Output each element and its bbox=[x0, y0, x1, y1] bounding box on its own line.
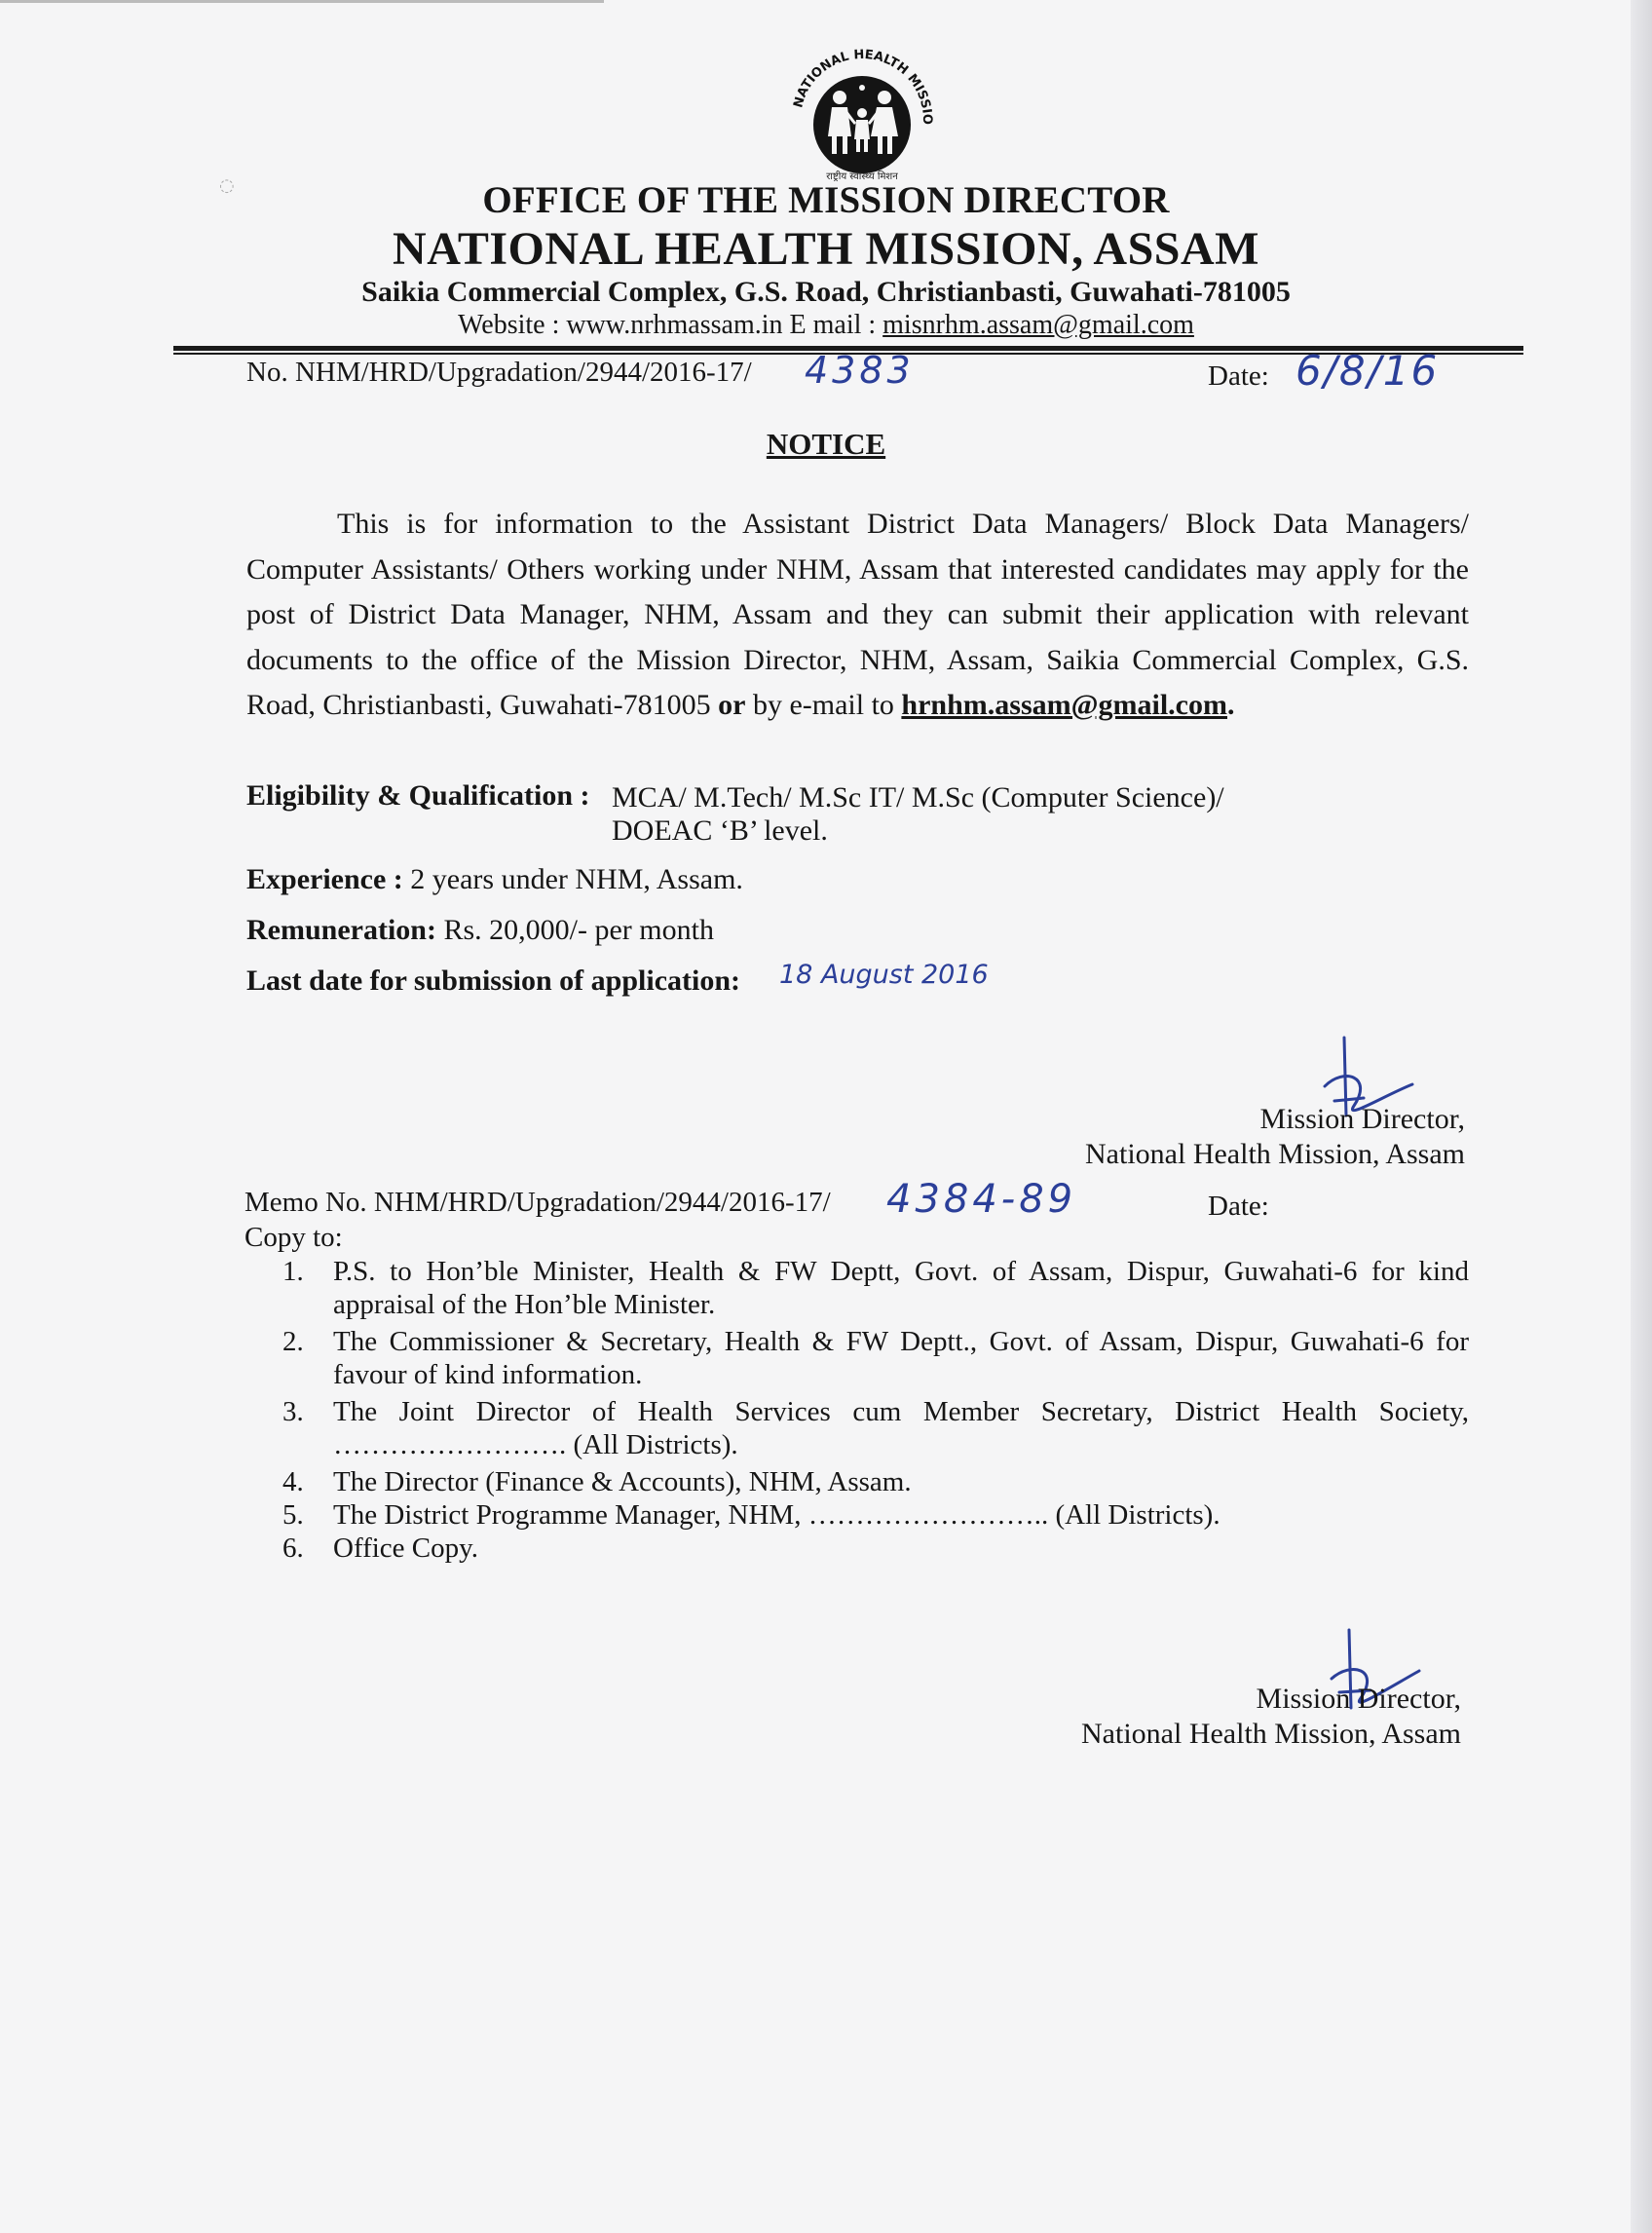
remuneration-value: Rs. 20,000/- per month bbox=[435, 914, 714, 946]
logo-hindi-text: राष्ट्रीय स्वास्थ्य मिशन bbox=[826, 171, 898, 182]
signature1-org: National Health Mission, Assam bbox=[1085, 1138, 1465, 1170]
list-item-text: The District Programme Manager, NHM, …………………….. (All Districts). bbox=[333, 1499, 1220, 1531]
notice-body bbox=[246, 502, 1469, 729]
remuneration-row bbox=[246, 914, 714, 947]
list-item-text: Office Copy. bbox=[333, 1533, 478, 1564]
org-heading: NATIONAL HEALTH MISSION, ASSAM bbox=[393, 223, 1259, 275]
list-item-number: 4. bbox=[282, 1466, 304, 1497]
list-item bbox=[282, 1395, 1469, 1461]
logo-ring-text: NATIONAL HEALTH MISSIO bbox=[791, 47, 935, 125]
signature1-title: Mission Director, bbox=[1259, 1103, 1465, 1135]
notice-body-text: This is for information to the Assistant District Data Managers/ Block Data Managers/ Computer Assistants/ Others working under NHM, Assam that interested candidates may apply for the post of District Data Manager, NHM, Assam and they can submit their application with relevant documents to the office of the Mission Director, NHM, Assam, Saikia Commercial Complex, G.S. Road, Christianbasti, Guwahati-781005 bbox=[246, 508, 1469, 721]
list-item bbox=[282, 1498, 1469, 1532]
scan-mark: ◌ bbox=[219, 175, 235, 196]
scan-edge-line bbox=[0, 0, 604, 3]
list-item-text: The Commissioner & Secretary, Health & FW Deptt., Govt. of Assam, Dispur, Guwahati-6 for favour of kind information. bbox=[333, 1326, 1469, 1390]
signature2-org: National Health Mission, Assam bbox=[1081, 1718, 1461, 1750]
memo-number: Memo No. NHM/HRD/Upgradation/2944/2016-17/ bbox=[244, 1187, 831, 1218]
list-item-number: 2. bbox=[282, 1326, 304, 1357]
list-item-number: 5. bbox=[282, 1499, 304, 1531]
last-date-row bbox=[246, 965, 740, 998]
header-email-link[interactable]: misnrhm.assam@gmail.com bbox=[882, 310, 1194, 340]
notice-title: NOTICE bbox=[766, 427, 886, 461]
list-item bbox=[282, 1532, 1469, 1565]
signature2-title: Mission Director, bbox=[1256, 1683, 1461, 1715]
address-line: Saikia Commercial Complex, G.S. Road, Christianbasti, Guwahati-781005 bbox=[361, 276, 1291, 308]
date-label: Date: bbox=[1208, 360, 1269, 392]
list-item bbox=[282, 1465, 1469, 1498]
eligibility-value-line1: MCA/ M.Tech/ M.Sc IT/ M.Sc (Computer Science)/ bbox=[612, 781, 1224, 814]
list-item bbox=[282, 1325, 1469, 1391]
list-item-number: 3. bbox=[282, 1396, 304, 1427]
copy-to-label: Copy to: bbox=[244, 1222, 343, 1253]
list-item bbox=[282, 1255, 1469, 1321]
list-item-text: The Joint Director of Health Services cum Member Secretary, District Health Society, ……………………. (All Districts). bbox=[333, 1396, 1469, 1460]
contact-line bbox=[0, 310, 1652, 341]
nhm-logo bbox=[770, 27, 955, 183]
memo-date-label: Date: bbox=[1208, 1191, 1269, 1222]
list-item-text: P.S. to Hon’ble Minister, Health & FW Deptt, Govt. of Assam, Dispur, Guwahati-6 for kind appraisal of the Hon’ble Minister. bbox=[333, 1256, 1469, 1320]
office-heading: OFFICE OF THE MISSION DIRECTOR bbox=[482, 179, 1170, 221]
date-handwritten: 6/8/16 bbox=[1295, 347, 1440, 395]
experience-label: Experience : bbox=[246, 863, 403, 895]
remuneration-label: Remuneration: bbox=[246, 914, 436, 946]
last-date-label: Last date for submission of application: bbox=[246, 965, 741, 997]
copy-to-list bbox=[282, 1255, 1469, 1565]
notice-body-or: or bbox=[718, 689, 746, 721]
eligibility-label: Eligibility & Qualification : bbox=[246, 779, 590, 812]
notice-body-end: . bbox=[1226, 689, 1235, 721]
reference-number: No. NHM/HRD/Upgradation/2944/2016-17/ bbox=[246, 357, 752, 388]
list-item-number: 6. bbox=[282, 1533, 304, 1564]
eligibility-value-line2: DOEAC ‘B’ level. bbox=[612, 814, 828, 847]
reference-number-handwritten: 4383 bbox=[805, 349, 915, 392]
memo-number-handwritten: 4384-89 bbox=[886, 1177, 1077, 1222]
experience-row bbox=[246, 863, 743, 896]
list-item-number: 1. bbox=[282, 1256, 304, 1287]
last-date-handwritten: 18 August 2016 bbox=[779, 960, 989, 990]
website-text: Website : www.nrhmassam.in E mail : bbox=[458, 310, 883, 340]
experience-value: 2 years under NHM, Assam. bbox=[402, 863, 743, 895]
application-email-link[interactable]: hrnhm.assam@gmail.com bbox=[901, 689, 1227, 721]
list-item-text: The Director (Finance & Accounts), NHM, Assam. bbox=[333, 1466, 912, 1497]
notice-body-text-2: by e-mail to bbox=[745, 689, 902, 721]
